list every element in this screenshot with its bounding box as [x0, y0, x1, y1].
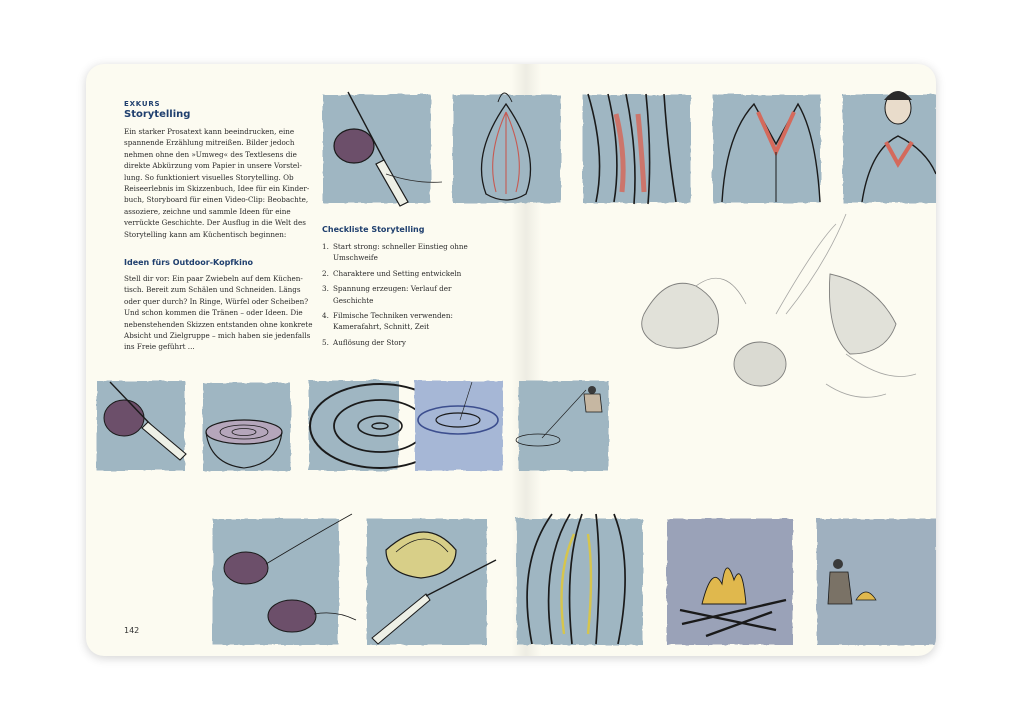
intro-line: buch, Storyboard für einen Video-Clip: Beobachte,: [124, 195, 309, 205]
checklist-number: 3.: [322, 284, 329, 294]
section-title-outdoor-kopfkino: Ideen fürs Outdoor-Kopfkino: [124, 258, 254, 267]
checklist-item: [322, 310, 492, 333]
checklist-number: 1.: [322, 242, 329, 251]
pencil-onion-sketch: [642, 214, 916, 397]
section-line: Stell dir vor: Ein paar Zwiebeln auf dem Küchen-: [124, 274, 303, 283]
checklist-item: [322, 268, 492, 279]
checklist-item: [322, 337, 492, 348]
section-paragraph: [124, 273, 314, 353]
panel-man-by-fire: [816, 518, 936, 644]
checklist-text: [333, 241, 468, 264]
intro-line: nehmen ohne den »Umweg« des Textlesens die: [124, 149, 297, 159]
panel-knife-onion: [322, 92, 442, 206]
checklist-number: 4.: [322, 311, 329, 321]
panel-onion-halves: [452, 93, 560, 202]
checklist-item: [322, 241, 492, 264]
intro-line: lung. So funktioniert visuelles Storytelling. Ob: [124, 172, 294, 182]
checklist-item: [322, 283, 492, 306]
panel-jacket-collar: [712, 94, 820, 202]
intro-line: spannende Erzählung mitreißen. Bilder jedoch: [124, 138, 295, 148]
checklist-line: Start strong: schneller Einstieg ohne: [333, 242, 468, 251]
intro-line: verrückte Geschichte. Der Ausflug in die Welt des: [124, 218, 306, 228]
checklist-line: Geschichte: [333, 295, 374, 305]
book-spread: [86, 64, 936, 656]
section-line: Und schon kommen die Tränen – oder Ideen. Die: [124, 308, 303, 318]
panel-fisherman: [516, 380, 608, 470]
section-line: nebenstehenden Skizzen entstanden ohne konkrete: [124, 319, 313, 329]
section-line: oder quer durch? In Ringe, Würfel oder Scheiben?: [124, 296, 309, 306]
panel-onion-slice: [202, 382, 290, 470]
checklist-line: Kamerafahrt, Schnitt, Zeit: [333, 322, 430, 332]
checklist-line: Spannung erzeugen: Verlauf der: [333, 284, 452, 294]
checklist-title: Checkliste Storytelling: [322, 225, 425, 234]
intro-line: direkte Abkürzung vom Papier in unsere Vorstel-: [124, 161, 302, 171]
section-line: ins Freie geführt ...: [124, 342, 195, 352]
panel-onion-pair: [212, 514, 356, 644]
panel-halved-onion-knife: [366, 518, 496, 644]
checklist-text: [333, 337, 406, 348]
intro-paragraph: [124, 126, 314, 240]
panel-onion-layers: [582, 94, 690, 204]
checklist-number: 5.: [322, 337, 329, 347]
checklist-number: 2.: [322, 268, 329, 278]
intro-line: assoziere, zeichne und sammle Ideen für eine: [124, 206, 291, 216]
storytelling-title: Storytelling: [124, 109, 191, 120]
intro-line: Reiseerlebnis im Skizzenbuch, Idee für ein Kinder-: [124, 184, 310, 194]
checklist-line: Auflösung der Story: [333, 337, 406, 347]
section-line: tisch. Bereit zum Schälen und Schneiden. Längs: [124, 285, 301, 295]
panel-onion-flames: [516, 514, 642, 644]
checklist-text: [333, 268, 461, 279]
intro-line: Storytelling kann am Küchentisch beginnen:: [124, 229, 287, 239]
checklist-line: Charaktere und Setting entwickeln: [333, 268, 462, 278]
section-line: Absicht und Zielgruppe – mich haben sie jedenfalls: [124, 331, 311, 341]
panel-campfire: [666, 518, 792, 644]
checklist-line: Umschweife: [333, 253, 378, 263]
checklist-text: [333, 283, 451, 306]
checklist-line: Filmische Techniken verwenden:: [333, 311, 453, 321]
checklist: [322, 241, 492, 352]
checklist-text: [333, 310, 453, 333]
page-number: 142: [124, 626, 140, 635]
panel-ripples-blue: [414, 380, 502, 470]
exkurs-kicker: EXKURS: [124, 100, 161, 108]
panel-cutting-onion: [96, 380, 186, 470]
panel-man-portrait: [842, 91, 936, 202]
intro-line: Ein starker Prosatext kann beeindrucken, eine: [124, 127, 295, 136]
